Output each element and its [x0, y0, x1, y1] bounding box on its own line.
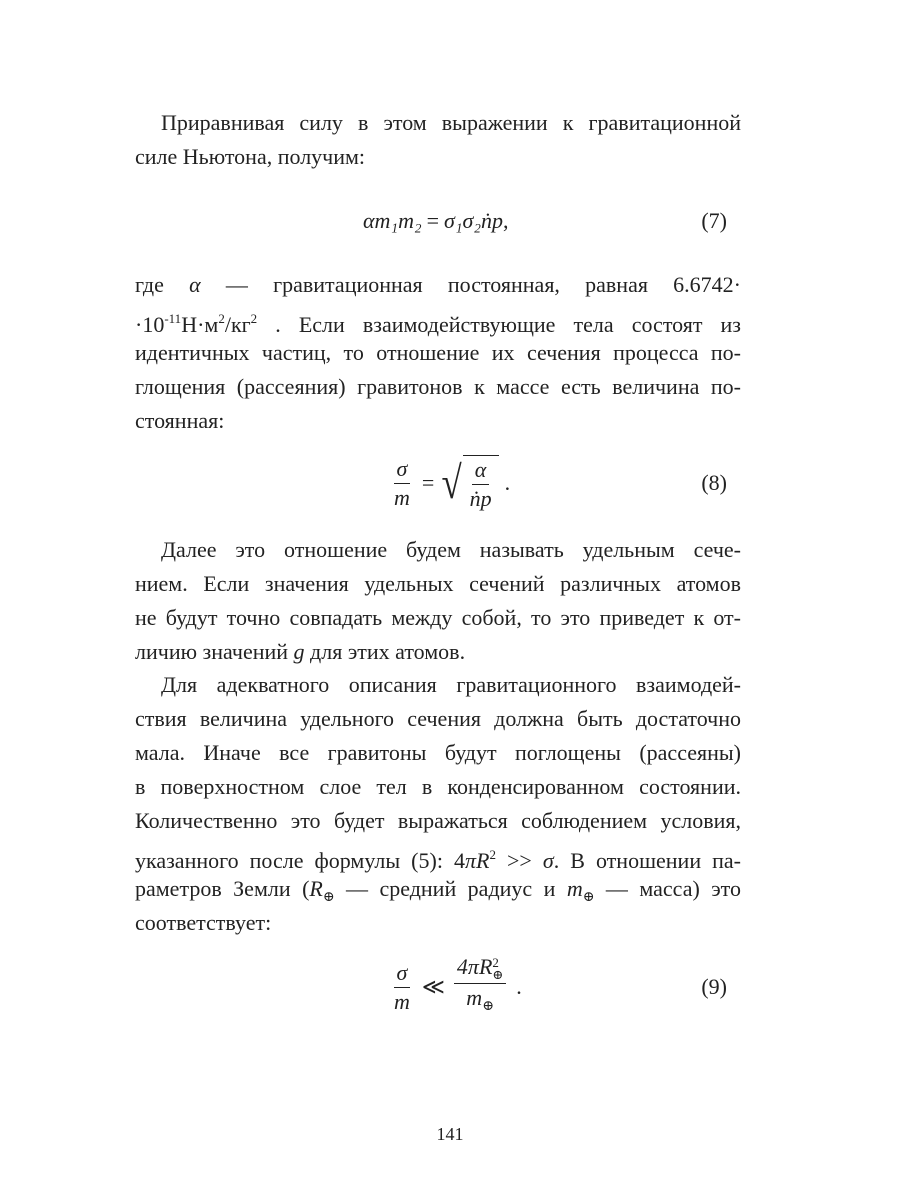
- exponent: 2: [492, 954, 499, 970]
- paragraph-adequate-description: [135, 668, 741, 940]
- fraction-sigma-over-m: [391, 457, 413, 510]
- text-line: глощения (рассеяния) гравитонов к массе есть величина по-: [135, 374, 741, 399]
- text-fragment: указанного после формулы (5): 4: [135, 848, 465, 873]
- fraction-alpha-over-np: [467, 458, 495, 511]
- text-fragment: — масса) это: [594, 876, 741, 901]
- radicand: [463, 455, 499, 511]
- text-fragment: /кг: [224, 312, 251, 337]
- equation-9-body: [387, 952, 522, 1022]
- text-line: идентичных частиц, то отношение их сечения процесса по-: [135, 340, 741, 365]
- text-fragment: . Если взаимодействующие тела состоят из: [275, 312, 742, 337]
- text-fragment: раметров Земли (: [135, 876, 310, 901]
- denominator: [463, 984, 497, 1019]
- fraction-earth-surface-over-mass: [454, 955, 506, 1019]
- numerator: [454, 955, 506, 984]
- mass-symbol: m: [566, 876, 583, 901]
- equation-7-number: (7): [701, 208, 727, 233]
- text-fragment: Н·м: [181, 312, 219, 337]
- script-stack: [492, 954, 504, 982]
- denominator: m: [394, 484, 410, 510]
- text-fragment: личию значений: [135, 639, 294, 664]
- alpha-symbol: α: [189, 272, 201, 297]
- equation-7-punct: ,: [503, 208, 509, 233]
- paragraph-newton-force: [135, 106, 741, 174]
- text-line: [135, 635, 741, 669]
- text-line: стоянная:: [135, 408, 225, 433]
- text-line: [135, 302, 741, 336]
- text-line: Далее это отношение будем называть удельным сече-: [161, 537, 741, 562]
- exponent: 2: [218, 311, 225, 326]
- equation-9-number: (9): [701, 974, 727, 999]
- text-fragment: . В отношении па-: [553, 848, 741, 873]
- square-root: [439, 455, 498, 511]
- paragraph-gravitational-constant: [135, 268, 741, 438]
- sigma-symbol: σ: [542, 848, 554, 873]
- equals-sign: =: [426, 208, 440, 233]
- denominator: ṅp: [469, 486, 492, 511]
- numerator: σ: [394, 961, 411, 988]
- text-fragment: ·10: [135, 312, 165, 337]
- text-line: нием. Если значения удельных сечений различных атомов: [135, 571, 741, 596]
- equation-9: [135, 952, 741, 1022]
- earth-icon: ⊕: [322, 890, 335, 905]
- text-fragment: 4πR: [456, 954, 493, 980]
- text-line: Количественно это будет выражаться соблюдением условия,: [135, 808, 741, 833]
- text-fragment: где: [135, 272, 164, 297]
- fraction-sigma-over-m: [391, 961, 413, 1014]
- text-line: не будут точно совпадать между собой, то это приведет к от-: [135, 605, 741, 630]
- radical-icon: √: [441, 457, 463, 508]
- text-fragment: >>: [495, 848, 543, 873]
- text-line: ствия величина удельного сечения должна быть достаточно: [135, 706, 741, 731]
- text-line: силе Ньютона, получим:: [135, 144, 366, 169]
- denominator: m: [394, 988, 410, 1014]
- equation-8: [135, 448, 741, 518]
- g-symbol: g: [293, 639, 305, 664]
- paragraph-specific-cross-section: [135, 533, 741, 669]
- text-fragment: — гравитационная постоянная, равная 6.6742·: [225, 272, 741, 297]
- exponent: 2: [489, 847, 496, 862]
- text-fragment: — средний радиус и: [334, 876, 567, 901]
- earth-icon: ⊕: [482, 998, 494, 1014]
- text-line: [135, 838, 741, 872]
- equation-7-lhs: αm₁m₂: [363, 208, 422, 233]
- equation-8-number: (8): [701, 470, 727, 495]
- text-line: Приравнивая силу в этом выражении к гравитационной: [161, 110, 741, 135]
- text-line: [135, 268, 741, 302]
- exponent: -11: [164, 311, 182, 326]
- text-fragment: m: [466, 984, 483, 1010]
- text-line: соответствует:: [135, 910, 272, 935]
- exponent: 2: [250, 311, 258, 326]
- text-line: Для адекватного описания гравитационного взаимодей-: [161, 672, 741, 697]
- text-fragment: для этих атомов.: [304, 639, 466, 664]
- pi-r-symbol: πR: [464, 848, 490, 873]
- equation-8-body: [387, 448, 510, 518]
- earth-icon: ⊕: [492, 966, 504, 982]
- page-number: 141: [436, 1124, 464, 1144]
- text-line: [135, 872, 741, 906]
- much-less-than-sign: ≪: [421, 974, 445, 999]
- equation-7-body: [363, 186, 509, 256]
- equation-8-punct: .: [504, 470, 511, 495]
- radius-symbol: R: [309, 876, 323, 901]
- text-line: мала. Иначе все гравитоны будут поглощены (рассеяны): [135, 740, 741, 765]
- text-line: в поверхностном слое тел в конденсированном состоянии.: [135, 774, 741, 799]
- numerator: σ: [394, 457, 411, 484]
- numerator: α: [472, 458, 490, 485]
- equation-7-rhs: σ₁σ₂ṅp: [444, 208, 504, 233]
- equation-9-punct: .: [516, 974, 522, 999]
- equals-sign: =: [421, 470, 435, 495]
- equation-7: [135, 186, 741, 256]
- earth-icon: ⊕: [582, 890, 595, 905]
